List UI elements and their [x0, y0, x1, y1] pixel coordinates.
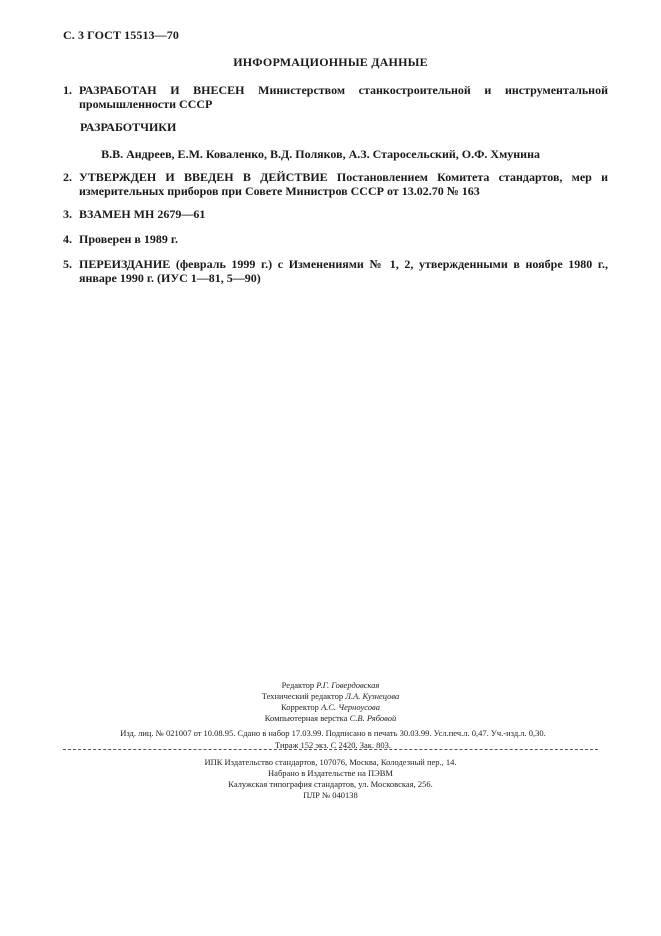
publication-info [63, 727, 603, 751]
divider-line [63, 749, 598, 750]
credit-corrector: Корректор А.С. Черноусова [281, 702, 380, 712]
info-item-2 [63, 170, 608, 198]
info-item-5 [63, 257, 608, 285]
item-text: ПЕРЕИЗДАНИЕ (февраль 1999 г.) с Изменениями № 1, 2, утвержденными в ноябре 1980 г., январе 1990 г. (ИУС 1—81, 5—90) [79, 257, 608, 285]
item-text: ВЗАМЕН МН 2679—61 [79, 207, 206, 221]
footer-line-2: Набрано в Издательстве на ПЭВМ [268, 768, 393, 778]
page-header: С. 3 ГОСТ 15513—70 [63, 28, 179, 42]
section-title: ИНФОРМАЦИОННЫЕ ДАННЫЕ [233, 55, 428, 69]
publisher-footer [0, 757, 661, 801]
publication-line-2: Тираж 152 экз. С 2420. Зак. 803. [274, 740, 392, 750]
footer-line-1: ИПК Издательство стандартов, 107076, Москва, Колодезный пер., 14. [204, 757, 457, 767]
footer-line-3: Калужская типография стандартов, ул. Московская, 256. [228, 779, 433, 789]
item-text: Проверен в 1989 г. [79, 232, 179, 246]
info-item-3 [63, 207, 608, 221]
item-number: 1. [63, 83, 72, 97]
credit-tech-editor: Технический редактор Л.А. Кузнецова [261, 691, 400, 701]
item-number: 5. [63, 257, 72, 271]
info-item-1 [63, 83, 608, 111]
info-item-4 [63, 232, 608, 246]
developers-list: В.В. Андреев, Е.М. Коваленко, В.Д. Поляков, А.З. Старосельский, О.Ф. Хмунина [101, 147, 540, 161]
item-number: 4. [63, 232, 72, 246]
item-text: РАЗРАБОТАН И ВНЕСЕН Министерством станкостроительной и инструментальной промышленности СССР [79, 83, 608, 111]
publication-line-1: Изд. лиц. № 021007 от 10.08.95. Сдано в набор 17.03.99. Подписано в печать 30.03.99. Усл.печ.л. 0,47. Уч.-изд.л. 0,30. [120, 728, 546, 738]
developers-heading: РАЗРАБОТЧИКИ [80, 120, 177, 134]
credit-editor: Редактор Р.Г. Говердовская [281, 680, 380, 690]
credits-block [0, 680, 661, 724]
item-text: УТВЕРЖДЕН И ВВЕДЕН В ДЕЙСТВИЕ Постановлением Комитета стандартов, мер и измерительных приборов при Совете Министров СССР от 13.02.70 № 163 [79, 170, 608, 198]
item-number: 3. [63, 207, 72, 221]
credit-layout: Компьютерная верстка С.В. Рябовой [264, 713, 397, 723]
footer-line-4: ПЛР № 040138 [303, 790, 358, 800]
item-number: 2. [63, 170, 72, 184]
